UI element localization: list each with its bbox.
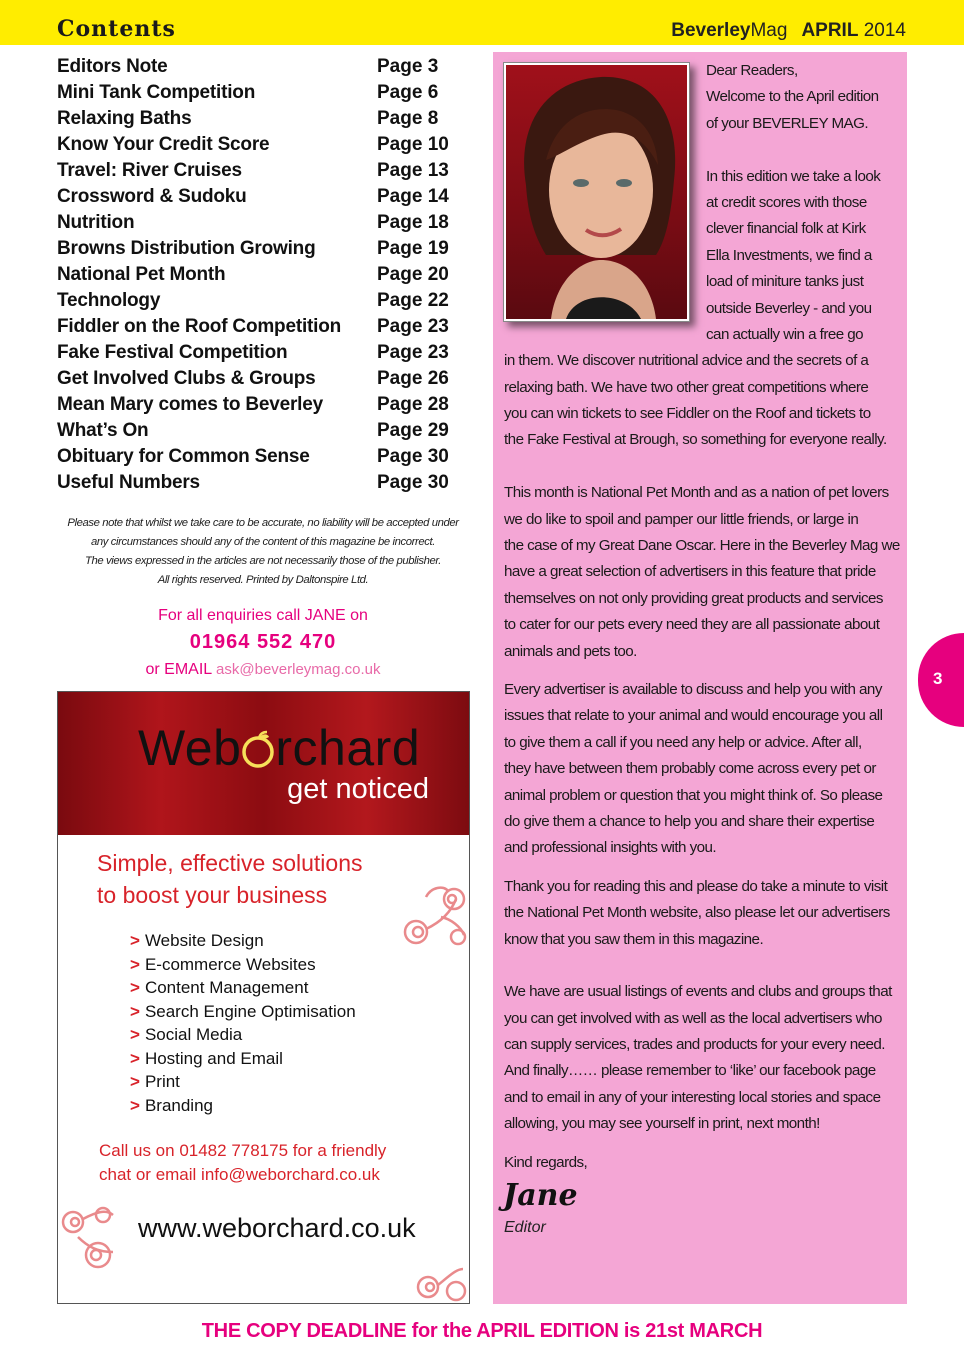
contents-item-title: Obituary for Common Sense (57, 446, 310, 467)
service-label: Search Engine Optimisation (144, 1001, 356, 1021)
letter-line: relaxing bath. We have two other great competitions where (504, 378, 869, 396)
letter-line: Ella Investments, we find a (706, 246, 872, 264)
letter-line: you can get involved with as well as the local advertisers who (504, 1009, 882, 1027)
contents-item[interactable] (57, 418, 452, 444)
service-label: Social Media (144, 1025, 243, 1044)
service-label: E-commerce Websites (144, 954, 316, 974)
disclaimer-line: any circumstances should any of the content of this magazine be incorrect. (90, 536, 436, 548)
letter-closing: Kind regards, (504, 1153, 588, 1171)
contents-item-page: Page 23 (377, 316, 449, 337)
letter-line: we do like to spoil and pamper our little friends, or large in (504, 510, 859, 528)
contents-item-title: Get Involved Clubs & Groups (57, 368, 316, 389)
contents-item[interactable] (57, 366, 452, 392)
arrow-icon: > (130, 1072, 140, 1091)
service-label: Print (144, 1072, 180, 1091)
contents-item-page: Page 6 (377, 82, 439, 103)
enquiries-block (57, 604, 469, 684)
letter-line: know that you saw them in this magazine. (504, 930, 764, 948)
arrow-icon: > (130, 1001, 140, 1021)
letter-line: to give them a call if you need any help or advice. After all, (504, 733, 862, 751)
letter-line: In this edition we take a look (706, 167, 881, 185)
letter-line: clever financial folk at Kirk (706, 220, 866, 238)
editor-signature: Jane (503, 1178, 578, 1213)
letter-line: they have between them probably come across every pet or (504, 760, 876, 778)
swirl-decoration-icon (58, 1197, 133, 1277)
contents-item-title: Travel: River Cruises (57, 160, 242, 181)
letter-line: This month is National Pet Month and as a nation of pet lovers (504, 484, 889, 502)
letter-line: and to email in any of your interesting local stories and space (504, 1088, 881, 1106)
contents-item[interactable] (57, 158, 452, 184)
contents-item[interactable] (57, 314, 452, 340)
arrow-icon: > (130, 1095, 140, 1115)
letter-line: outside Beverley - and you (706, 299, 872, 317)
letter-line: issues that relate to your animal and would encourage you all (504, 707, 883, 725)
contents-item-title: Useful Numbers (57, 472, 200, 493)
mag-name-light: Mag (750, 20, 788, 41)
editor-role: Editor (504, 1219, 546, 1236)
letter-line: load of miniture tanks just (706, 273, 864, 291)
mag-name-bold: Beverley (671, 20, 751, 41)
apple-o-icon (241, 724, 275, 764)
contents-item[interactable] (57, 184, 452, 210)
contents-item-title: Browns Distribution Growing (57, 238, 316, 259)
contents-item-title: Editors Note (57, 56, 168, 77)
letter-line: Welcome to the April edition (706, 88, 879, 106)
contents-item-title: Relaxing Baths (57, 108, 192, 129)
disclaimer-line: The views expressed in the articles are not necessarily those of the publisher. (84, 555, 442, 567)
contents-item-title: What’s On (57, 420, 149, 441)
contents-item-page: Page 29 (377, 420, 449, 441)
service-item (130, 929, 356, 953)
letter-line: can supply services, trades and products for your every need. (504, 1036, 885, 1054)
contents-item-title: Know Your Credit Score (57, 134, 270, 155)
letter-line: to cater for our pets every need they are all passionate about (504, 616, 880, 634)
contents-item-page: Page 30 (377, 472, 449, 493)
service-label: Website Design (144, 931, 264, 950)
service-item (130, 1094, 356, 1118)
section-title: Contents (57, 16, 176, 42)
contents-item[interactable] (57, 106, 452, 132)
contents-item-page: Page 30 (377, 446, 449, 467)
disclaimer (57, 514, 469, 590)
contents-item-title: Fake Festival Competition (57, 342, 288, 363)
advert-headline: Simple, effective solutions to boost your business (97, 850, 363, 908)
contents-item[interactable] (57, 288, 452, 314)
page-number: 3 (933, 669, 943, 688)
letter-line: do give them a chance to help you and share their expertise (504, 812, 875, 830)
letter-line: the Fake Festival at Brough, so something for everyone really. (504, 431, 887, 449)
contents-item-page: Page 18 (377, 212, 449, 233)
arrow-icon: > (130, 954, 140, 974)
service-label: Branding (144, 1095, 213, 1115)
letter-line: at credit scores with those (706, 193, 867, 211)
service-item (130, 1023, 356, 1047)
contents-item-title: Technology (57, 290, 161, 311)
letter-line: Dear Readers, (706, 62, 798, 79)
advert-website-link[interactable]: www.weborchard.co.uk (138, 1213, 416, 1243)
letter-line: animals and pets too. (504, 642, 637, 660)
letter-line: can actually win a free go (706, 325, 864, 343)
contents-item-page: Page 10 (377, 134, 449, 155)
advert-tagline: get noticed (287, 773, 429, 805)
contents-item-title: Crossword & Sudoku (57, 186, 247, 207)
arrow-icon: > (130, 1048, 140, 1068)
service-item (130, 1000, 356, 1024)
contents-item[interactable] (57, 262, 452, 288)
weborchard-advert (57, 691, 470, 1304)
contents-item-title: Nutrition (57, 212, 135, 233)
contents-item[interactable] (57, 340, 452, 366)
letter-line: animal problem or question that you might think of. So please (504, 786, 883, 804)
contents-item-page: Page 23 (377, 342, 449, 363)
contents-list (57, 54, 452, 496)
contents-item-page: Page 28 (377, 394, 449, 415)
letter-line: and professional insights with you. (504, 839, 717, 857)
service-item (130, 1070, 356, 1094)
email-prefix: or EMAIL (145, 661, 212, 678)
service-item (130, 953, 356, 977)
arrow-icon: > (130, 978, 140, 997)
letter-line: you can win tickets to see Fiddler on the Roof and tickets to (504, 405, 871, 423)
contents-item-page: Page 3 (377, 56, 439, 77)
contents-item[interactable] (57, 54, 452, 80)
page-number-tab (918, 633, 964, 727)
disclaimer-line: All rights reserved. Printed by Daltonspire Ltd. (157, 574, 369, 586)
editors-letter-text (504, 58, 904, 1176)
contents-item-page: Page 8 (377, 108, 439, 129)
arrow-icon: > (130, 931, 140, 950)
letter-line: the case of my Great Dane Oscar. Here in the Beverley Mag we (504, 537, 900, 555)
letter-line: Every advertiser is available to discuss and help you with any (504, 680, 882, 698)
contents-item-title: Mean Mary comes to Beverley (57, 394, 323, 415)
contents-item-page: Page 20 (377, 264, 449, 285)
service-item (130, 976, 356, 1000)
enquiries-phone[interactable]: 01964 552 470 (189, 631, 337, 653)
contents-item[interactable] (57, 470, 452, 496)
contents-item[interactable] (57, 132, 452, 158)
contents-item-title: Fiddler on the Roof Competition (57, 316, 342, 337)
enquiries-call-text: For all enquiries call JANE on (158, 607, 368, 624)
weborchard-logo: Web rchard (138, 720, 421, 776)
advert-banner (58, 692, 469, 835)
letter-line: have a great selection of advertisers in this feature that pride (504, 563, 876, 581)
advert-contact: Call us on 01482 778175 for a friendly chat or email info@weborchard.co.uk (99, 1141, 387, 1184)
letter-line: And finally…… please remember to ‘like’ our facebook page (504, 1062, 876, 1080)
letter-line: Thank you for reading this and please do take a minute to visit (504, 877, 888, 895)
contents-item[interactable] (57, 236, 452, 262)
page-header (0, 0, 964, 45)
services-list (130, 929, 356, 1117)
contents-item-title: Mini Tank Competition (57, 82, 256, 103)
letter-line: of your BEVERLEY MAG. (706, 114, 869, 132)
letter-line: in them. We discover nutritional advice and the secrets of a (504, 352, 869, 370)
issue-year: 2014 (863, 20, 906, 41)
arrow-icon: > (130, 1025, 140, 1044)
copy-deadline-notice: THE COPY DEADLINE for the APRIL EDITION is 21st MARCH (201, 1320, 763, 1342)
letter-line: themselves on not only providing great products and services (504, 589, 883, 607)
contents-item[interactable] (57, 444, 452, 470)
masthead (671, 20, 906, 42)
enquiries-email-line (57, 656, 469, 684)
contents-item[interactable] (57, 80, 452, 106)
service-label: Hosting and Email (144, 1048, 283, 1068)
swirl-decoration-icon (396, 877, 470, 952)
contents-item-page: Page 19 (377, 238, 449, 259)
contents-item[interactable] (57, 210, 452, 236)
enquiries-email-link[interactable]: ask@beverleymag.co.uk (216, 661, 381, 678)
contents-item-title: National Pet Month (57, 264, 226, 285)
service-label: Content Management (144, 978, 309, 997)
contents-item-page: Page 22 (377, 290, 449, 311)
contents-item-page: Page 14 (377, 186, 449, 207)
issue-month: APRIL (801, 20, 859, 41)
contents-item[interactable] (57, 392, 452, 418)
swirl-decoration-icon (408, 1257, 470, 1304)
letter-line: allowing, you may see yourself in print, next month! (504, 1115, 820, 1133)
contents-item-page: Page 26 (377, 368, 449, 389)
service-item (130, 1047, 356, 1071)
letter-line: We have are usual listings of events and clubs and groups that (504, 983, 892, 1001)
contents-item-page: Page 13 (377, 160, 449, 181)
letter-line: the National Pet Month website, also please let our advertisers (504, 904, 890, 922)
disclaimer-line: Please note that whilst we take care to be accurate, no liability will be accepted under (67, 517, 459, 529)
